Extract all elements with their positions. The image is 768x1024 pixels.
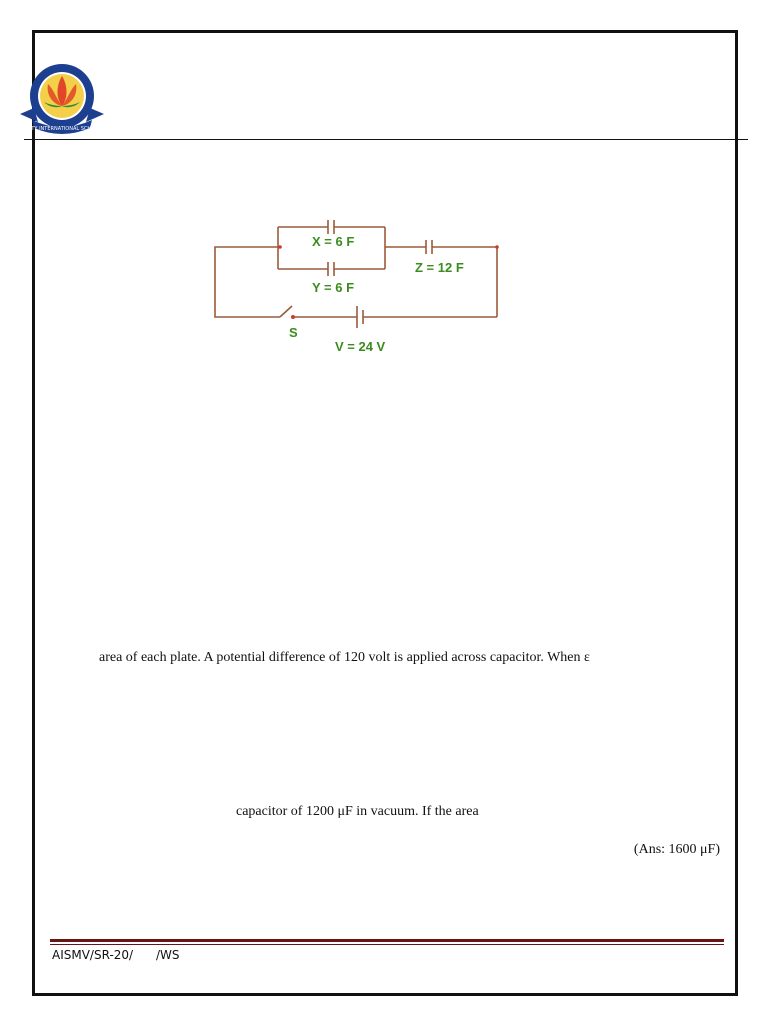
circuit-diagram xyxy=(200,210,520,370)
battery-label: V = 24 V xyxy=(335,339,386,354)
school-crest-icon xyxy=(18,62,106,138)
page-border xyxy=(32,30,738,996)
footer-rule-thick xyxy=(50,939,724,942)
answer-text: (Ans: 1600 μF) xyxy=(633,842,720,857)
footer-rule-thin xyxy=(50,944,724,945)
footer-code: AISMV/SR-20/ /WS xyxy=(52,948,180,962)
capacitor-z-label: Z = 12 F xyxy=(415,260,464,275)
capacitor-x-label: X = 6 F xyxy=(312,234,355,249)
question-text-line-2: capacitor of 1200 μF in vacuum. If the area xyxy=(236,804,479,819)
capacitor-y-label: Y = 6 F xyxy=(312,280,355,295)
question-text-line-1: area of each plate. A potential difference of 120 volt is applied across capacitor. When ε xyxy=(99,650,590,665)
switch-label: S xyxy=(289,325,298,340)
header-rule xyxy=(24,139,748,140)
logo-text-top: AMITY INTERNATIONAL SCHOOL xyxy=(22,126,102,132)
